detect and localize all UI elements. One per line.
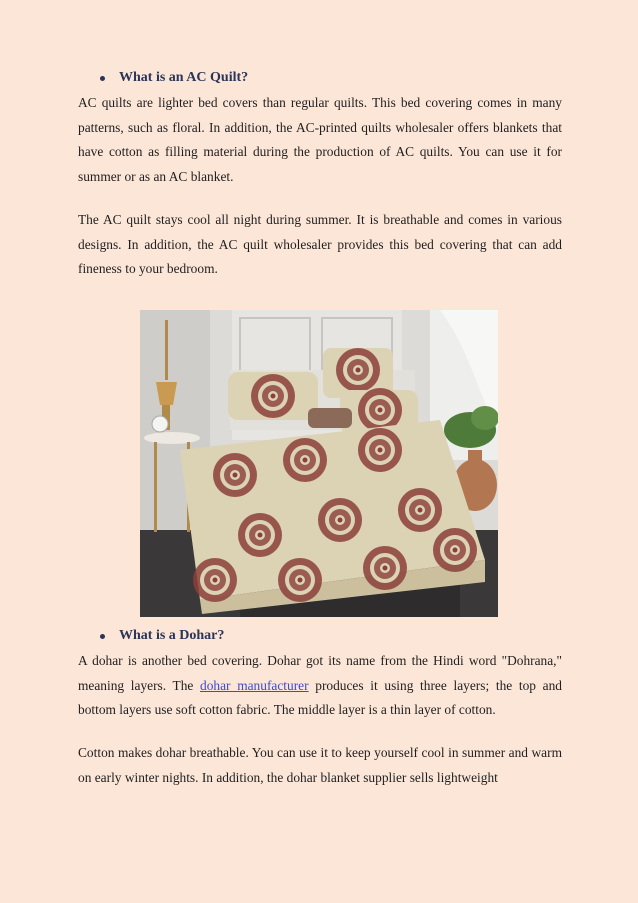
dohar-paragraph-1-start: A dohar is another bed covering. Dohar got its name from the Hindi word "Dohrana," meaning layers. The — [78, 653, 562, 693]
bullet-icon — [100, 634, 105, 639]
heading-dohar — [78, 628, 224, 644]
heading-ac-quilt-text: What is an AC Quilt? — [119, 70, 249, 85]
ac-quilt-paragraph-1: AC quilts are lighter bed covers than regular quilts. This bed covering comes in many patterns, such as floral. In addition, the AC-printed quilts wholesaler offers blankets that have cotton as filling material during the production of AC quilts. You can use it for summer or as an AC blanket. — [78, 95, 562, 184]
dohar-paragraph-2: Cotton makes dohar breathable. You can use it to keep yourself cool in summer and warm on early winter nights. In addition, the dohar blanket supplier sells lightweight — [78, 745, 562, 785]
bullet-icon — [100, 76, 105, 81]
ac-quilt-paragraph-2: The AC quilt stays cool all night during summer. It is breathable and comes in various designs. In addition, the AC quilt wholesaler provides this bed covering that can add fineness to your bedroom. — [78, 212, 562, 276]
dohar-paragraph-1 — [78, 649, 562, 723]
heading-dohar-text: What is a Dohar? — [119, 628, 225, 643]
bedroom-quilt-illustration — [140, 310, 498, 617]
bedroom-quilt-photo — [140, 310, 498, 617]
dohar-manufacturer-link[interactable]: dohar manufacturer — [200, 677, 309, 693]
dohar-paragraph-1-rest: produces it using three layers; the top and bottom layers use soft cotton fabric. The middle layer is a thin layer of cotton. — [78, 677, 562, 717]
heading-ac-quilt — [78, 70, 248, 86]
